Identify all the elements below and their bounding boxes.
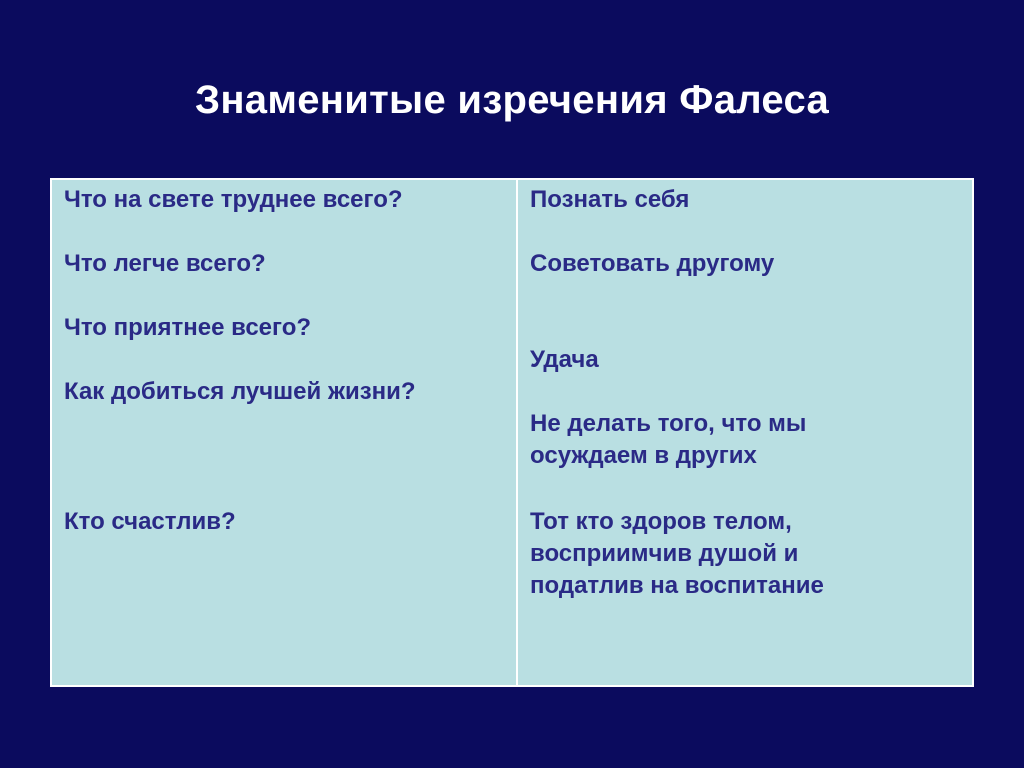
question-1: Что на свете труднее всего? bbox=[64, 186, 403, 213]
answer-5-line-2: восприимчив душой и bbox=[530, 540, 799, 567]
answer-1: Познать себя bbox=[530, 186, 690, 213]
sayings-table bbox=[50, 178, 974, 687]
answer-2: Советовать другому bbox=[530, 250, 775, 277]
question-5: Кто счастлив? bbox=[64, 508, 236, 535]
question-2: Что легче всего? bbox=[64, 250, 266, 277]
answer-3: Удача bbox=[530, 346, 599, 373]
answer-4-line-2: осуждаем в других bbox=[530, 442, 757, 469]
answer-4-line-1: Не делать того, что мы bbox=[530, 410, 807, 437]
slide-title: Знаменитые изречения Фалеса bbox=[194, 78, 830, 122]
answer-5-line-1: Тот кто здоров телом, bbox=[530, 508, 792, 535]
question-4: Как добиться лучшей жизни? bbox=[64, 378, 416, 405]
question-3: Что приятнее всего? bbox=[64, 314, 312, 341]
answers-column bbox=[518, 180, 972, 685]
answer-5-line-3: податлив на воспитание bbox=[530, 572, 824, 599]
questions-column bbox=[52, 180, 518, 685]
